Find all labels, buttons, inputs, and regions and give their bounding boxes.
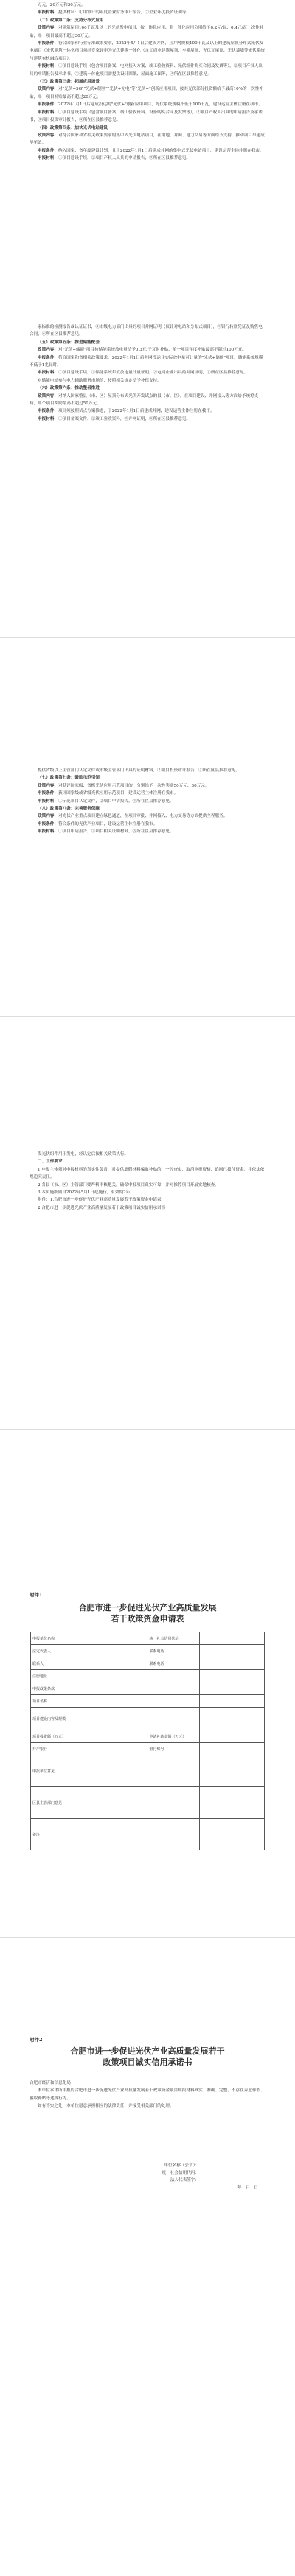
section-heading xyxy=(30,385,266,392)
body-paragraph xyxy=(30,1204,266,1212)
paragraph-lead-label: 申报条件： xyxy=(38,791,58,796)
paragraph-text: 对储能电站参与电力辅助服务市场的，按照相关规定给予补偿支持。 xyxy=(38,378,162,383)
paragraph-lead-label: 申报条件： xyxy=(38,355,58,360)
body-paragraph xyxy=(30,1189,266,1196)
paragraph-lead-label: 政策内容： xyxy=(38,133,58,138)
sign-unit-label: 单位名称（公章）： xyxy=(164,2163,199,2168)
body-paragraph xyxy=(30,782,266,790)
attachment-2-label: 附件2 xyxy=(30,2037,43,2043)
body-paragraph xyxy=(30,1,266,9)
form-row xyxy=(31,1730,265,1743)
paragraph-text: 对"光伏+储能"项目按储能系统放电量给予0.3元/千瓦时补贴，单一项目年度补贴最高不超过100万元。 xyxy=(58,348,247,353)
form-field-value[interactable] xyxy=(200,1819,265,1850)
attachment-2-page xyxy=(0,2033,295,2576)
paragraph-lead-label: 政策内容： xyxy=(38,814,58,819)
paragraph-text: 对建筑屋顶100千瓦及以上的光伏发电项目，按一体化应用、非一体化应用分别给予0.2元/瓦、0.4元/瓦一次性补贴，单一项目最高不超过30万元。 xyxy=(30,26,264,38)
sign-rep-label: 法人代表签字： xyxy=(170,2177,199,2183)
paragraph-lead-label: 政策内容： xyxy=(38,87,58,92)
form-row xyxy=(31,1708,265,1730)
commitment-paragraph-2: 如有不实之处，本单位愿意承担相应的法律责任，并接受相关部门的处理。 xyxy=(38,2104,174,2109)
body-paragraph xyxy=(30,85,266,101)
paragraph-text: 万元，20万元和30万元。 xyxy=(38,3,86,7)
form-field-value[interactable] xyxy=(83,1787,148,1819)
paragraph-text: （五）政策第五条：推进储能配套 xyxy=(38,340,100,345)
document-page-3 xyxy=(0,765,295,1017)
form-field-label: 银行账号 xyxy=(148,1743,200,1755)
paragraph-text: 发光伏组件用于发电，经认定后按相关政策执行。 xyxy=(38,1152,129,1157)
body-paragraph xyxy=(30,346,266,354)
paragraph-lead-label: 申报材料： xyxy=(38,156,58,161)
form-field-value[interactable] xyxy=(83,1708,148,1730)
paragraph-text: ①项目建设手续（包含项目备案、竣工验收资料、设备购买合同及发票等），②项目产权人出具的申请报告及承诺书，③项目投资审计报告，④所在区县推荐意见。 xyxy=(30,110,263,123)
document-page-4 xyxy=(0,1149,295,1430)
page-4-body xyxy=(0,1149,295,1212)
form-field-value[interactable] xyxy=(200,1632,265,1645)
commitment-paragraph-1: 本单位承诺所申报的合肥市进一步促进光伏产业高质量发展若干政策资金项目申报材料真实、准确、完整，不存在弄虚作假、骗取补贴等违规行为。 xyxy=(30,2088,265,2101)
form-field-label: 区县主管部门意见 xyxy=(31,1787,83,1819)
form-row xyxy=(31,1645,265,1657)
paragraph-text: 对获评国家级、省级光伏应用示范项目的，分别给予一次性奖励50万元、30万元。 xyxy=(58,783,209,788)
body-paragraph xyxy=(30,109,266,124)
paragraph-text: （八）政策第八条：完善服务保障 xyxy=(38,807,100,812)
paragraph-text: 提供材料：①用审计的年度企业财务审计报告，②企业年度投资证明等。 xyxy=(58,10,190,15)
sign-code-label: 统一社会信用代码： xyxy=(162,2170,199,2175)
body-paragraph xyxy=(30,63,266,78)
paragraph-text: 符合国家和行业标准政策要求，2022年5月1日后建成并网，且并网规模100千瓦及以上的建筑屋顶分布式光伏发电项目（光伏建筑一体化项目须经专家评审为光伏建筑一体化（含工商业建筑屋顶、车棚屋顶、光伏瓦屋顶、光伏幕墙等光伏系统与建筑有机融合项目）。 xyxy=(30,41,265,61)
paragraph-text: 二、工作要求 xyxy=(38,1159,63,1165)
body-paragraph xyxy=(30,1182,266,1189)
form-row xyxy=(31,1787,265,1819)
paragraph-lead-label: 政策内容： xyxy=(38,783,58,788)
document-page-1 xyxy=(0,0,295,320)
form-field-label: 法定代表人 xyxy=(31,1645,83,1657)
application-form-table xyxy=(30,1632,265,1850)
paragraph-text: ①项目建设手续，②项目产权人出具的申请报告，③所在区县推荐意见。 xyxy=(58,156,190,161)
form-row xyxy=(31,1657,265,1670)
commitment-addressee: 合肥市经济和信息化局： xyxy=(30,2081,75,2085)
form-row xyxy=(31,1695,265,1708)
paragraph-text: ①示范项目认定文件，②项目申请报告，③所在区县推荐意见。 xyxy=(58,799,174,804)
body-paragraph xyxy=(30,132,266,147)
form-field-value[interactable] xyxy=(200,1645,265,1657)
form-row xyxy=(31,1682,265,1695)
paragraph-text: ①项目建设手续，②储能系统年度放电量计量证明，③电网企业出具的并网证明，④所在区县推荐意见。 xyxy=(58,371,249,376)
paragraph-text: （三）政策第三条：拓展应用场景 xyxy=(38,80,100,85)
body-paragraph xyxy=(30,155,266,162)
form-field-value[interactable] xyxy=(200,1743,265,1755)
body-paragraph xyxy=(30,821,266,828)
body-paragraph xyxy=(30,798,266,805)
form-field-value[interactable] xyxy=(83,1755,148,1787)
paragraph-lead-label: 政策内容： xyxy=(38,26,58,31)
form-field-value[interactable] xyxy=(83,1645,148,1657)
paragraph-lead-label: 申报材料： xyxy=(38,829,58,835)
paragraph-text: ①项目申请报告，②项目相关证明材料，③所在区县推荐意见。 xyxy=(58,829,174,835)
paragraph-text: 项目须按照试点方案推进，于2022年1月1日后建成并网，建设运营主体注册在我市。 xyxy=(58,409,215,414)
attachment-1-title-line2: 若干政策资金申请表 xyxy=(111,1614,184,1624)
body-paragraph xyxy=(30,1151,266,1158)
paragraph-text: （二）政策第二条：支持分布式应用 xyxy=(38,18,104,23)
form-field-value[interactable] xyxy=(200,1682,265,1695)
body-paragraph xyxy=(30,415,266,423)
form-field-value[interactable] xyxy=(200,1755,265,1787)
form-field-label: 统一社会信用代码 xyxy=(148,1632,200,1645)
body-paragraph xyxy=(30,813,266,820)
paragraph-text: 获评国家级或省级光伏应用示范项目，建设运营主体注册在我市。 xyxy=(58,791,178,796)
form-field-value[interactable] xyxy=(83,1670,148,1682)
paragraph-lead-label: 申报材料： xyxy=(38,110,58,115)
paragraph-text: 附件：1.合肥市进一步促进光伏产业高质量发展若干政策资金申请表 xyxy=(38,1198,162,1203)
form-row xyxy=(31,1743,265,1755)
paragraph-text: 家标准的检测报告或认证证书，④市级电力部门出具的项目并网证明（仅针对电站和分布式项目），⑤银行转账凭证及购售电合同，⑥所在区县推荐意见。 xyxy=(30,325,263,337)
paragraph-text: 符合条件的光伏产业项目，建设运营主体注册在我市。 xyxy=(58,821,158,827)
form-field-label: 联系电话 xyxy=(148,1657,200,1670)
form-field-value[interactable] xyxy=(83,1743,148,1755)
form-field-label: 申报单位意见 xyxy=(31,1755,83,1787)
paragraph-text: 提供省级以上主管部门认定文件或市级主管部门出具的证明材料，②项目投资审计报告，③所在区县推荐意见。 xyxy=(38,768,240,773)
paragraph-text: （四）政策第四条：加快光伏电站建设 xyxy=(38,125,108,130)
paragraph-lead-label: 申报材料： xyxy=(38,371,58,376)
paragraph-lead-label: 申报条件： xyxy=(38,102,58,108)
form-field-value[interactable] xyxy=(200,1708,265,1730)
paragraph-lead-label: 申报材料： xyxy=(38,64,58,69)
paragraph-lead-label: 申报条件： xyxy=(38,821,58,827)
body-paragraph xyxy=(30,1166,266,1182)
attachment-1-page xyxy=(0,1584,295,1938)
body-paragraph xyxy=(30,377,266,385)
form-row xyxy=(31,1819,265,1850)
form-field-value[interactable] xyxy=(83,1730,148,1743)
paragraph-text: 2022年1月1日后建成投运的"光伏+"创新应用项目，光伏系统规模不低于100千瓦，建设运营主体注册在我市。 xyxy=(58,102,263,108)
form-field-label: 开户银行 xyxy=(31,1743,83,1755)
form-row xyxy=(31,1670,265,1682)
form-field-label: 申报单位名称 xyxy=(31,1632,83,1645)
paragraph-text: ①项目备案文件，②竣工验收资料，③并网证明，④所在区县推荐意见。 xyxy=(58,416,190,421)
form-field-value[interactable] xyxy=(83,1657,148,1670)
form-field-value[interactable] xyxy=(148,1670,200,1682)
form-field-value[interactable] xyxy=(200,1670,265,1682)
body-paragraph xyxy=(30,790,266,797)
section-heading xyxy=(30,78,266,85)
paragraph-lead-label: 申报材料： xyxy=(38,416,58,421)
body-paragraph xyxy=(30,147,266,155)
form-field-label: 联系人 xyxy=(31,1657,83,1670)
form-field-value[interactable] xyxy=(83,1682,148,1695)
form-row xyxy=(31,1632,265,1645)
paragraph-lead-label: 申报材料： xyxy=(38,10,58,15)
paragraph-lead-label: 申报材料： xyxy=(38,799,58,804)
body-paragraph xyxy=(30,393,266,408)
paragraph-text: 对光伏产业重点项目建立绿色通道，在项目审批、并网接入、电力交易等方面提供全程服务。 xyxy=(58,814,228,819)
form-field-label: 项目建设内容及规模 xyxy=(31,1708,83,1730)
form-field-label: 申报政策条款 xyxy=(31,1682,83,1695)
page-3-body xyxy=(0,765,295,836)
body-paragraph xyxy=(30,1196,266,1204)
paragraph-text: 对纳入国家整县（市、区）屋顶分布式光伏开发试点的县（市、区），在项目建设、并网接入等方面给予统筹支持，单个项目奖励最高不超过50万元。 xyxy=(30,393,259,407)
form-field-label: 申请补助金额（万元） xyxy=(148,1730,200,1743)
paragraph-lead-label: 申报条件： xyxy=(38,409,58,414)
body-paragraph xyxy=(30,354,266,370)
paragraph-text: 对符合国家和省相关政策要求的集中式光伏电站项目，在用地、并网、电力交易等方面给予支持，推动项目早建成早见效。 xyxy=(30,133,265,146)
form-field-label: 联系电话 xyxy=(148,1645,200,1657)
paragraph-text: 2.合肥市进一步促进光伏产业高质量发展若干政策项目诚实信用承诺书 xyxy=(38,1205,166,1210)
body-paragraph xyxy=(30,101,266,108)
attachment-2-title-line2: 政策项目诚实信用承诺书 xyxy=(103,2057,192,2067)
section-heading xyxy=(30,124,266,132)
paragraph-text: ①项目建设手续（包含项目备案、电网接入方案、竣工验收资料、光伏组件购买合同及发票等），②项目产权人出具的申请报告及承诺书，③建筑一体化项目需提供设计图纸、屋面施工图等，④所在区县推荐意见。 xyxy=(30,64,263,77)
paragraph-lead-label: 申报条件： xyxy=(38,41,58,46)
paragraph-lead-label: 申报条件： xyxy=(38,148,58,153)
document-page-2 xyxy=(0,322,295,638)
attachment-1-title-line1: 合肥市进一步促进光伏产业高质量发展 xyxy=(78,1603,217,1612)
form-field-value[interactable] xyxy=(200,1787,265,1819)
paragraph-text: 对"光伏+5G""光伏+制氢""光伏+充电"等"光伏+"创新应用项目，按其光伏部分投资额给予最高10%的一次性补贴，单一项目补贴最高不超过20万元。 xyxy=(30,87,263,99)
body-paragraph xyxy=(30,323,266,339)
form-field-value[interactable] xyxy=(200,1730,265,1743)
form-field-label: 项目投资额（万元） xyxy=(31,1730,83,1743)
section-heading xyxy=(30,774,266,782)
paragraph-text: 3.本实施细则自2022年5月1日起施行，有效期2年。 xyxy=(38,1190,134,1196)
body-paragraph xyxy=(30,369,266,376)
page-1-body xyxy=(0,0,295,163)
paragraph-text: 1.申报主体须对申报材料的真实性负责，对提供虚假材料骗取补贴的，一经查实，取消申报资格，追回已拨付资金，并依法依规追究责任。 xyxy=(30,1167,265,1180)
form-field-label: 项目名称 xyxy=(31,1695,83,1708)
section-heading xyxy=(30,339,266,346)
attachment-2-title-line1: 合肥市进一步促进光伏产业高质量发展若干 xyxy=(70,2046,225,2056)
form-field-value[interactable] xyxy=(148,1819,200,1850)
paragraph-text: （七）政策第七条：鼓励示范引领 xyxy=(38,776,100,781)
body-paragraph xyxy=(30,9,266,16)
body-paragraph xyxy=(30,407,266,415)
paragraph-text: 符合国家和省相关政策要求，2022年1月1日后并网投运且实际放电量可计量的"光伏+储能"项目，储能系统规模不低于1兆瓦时。 xyxy=(30,355,263,368)
attachment-1-label: 附件1 xyxy=(30,1592,43,1598)
body-paragraph xyxy=(30,828,266,835)
form-row xyxy=(31,1755,265,1787)
form-field-value[interactable] xyxy=(83,1632,148,1645)
page-2-body xyxy=(0,322,295,423)
body-paragraph xyxy=(30,767,266,774)
section-heading xyxy=(30,17,266,24)
form-field-value[interactable] xyxy=(148,1708,200,1730)
form-field-value[interactable] xyxy=(200,1657,265,1670)
paragraph-lead-label: 政策内容： xyxy=(38,393,58,399)
paragraph-text: 纳入国家、省年度建设计划，且于2022年1月1日后建成并网的集中式光伏电站项目，建设运营主体注册在我市。 xyxy=(58,148,264,153)
form-field-label: 注册地址 xyxy=(31,1670,83,1682)
paragraph-lead-label: 政策内容： xyxy=(38,348,58,353)
form-field-label: 备注 xyxy=(31,1819,83,1850)
form-field-value[interactable] xyxy=(148,1755,200,1787)
form-field-value[interactable] xyxy=(83,1819,148,1850)
paragraph-text: （六）政策第六条：推动整县推进 xyxy=(38,386,100,391)
section-heading xyxy=(30,1158,266,1165)
paragraph-text: 2.各县（市、区）主管部门要严格审核把关，确保申报项目真实可靠，并对推荐项目开展实地核查。 xyxy=(38,1182,219,1187)
form-field-value[interactable] xyxy=(200,1695,265,1708)
form-field-value[interactable] xyxy=(148,1695,200,1708)
sign-date-label: 年 月 日 xyxy=(237,2185,258,2190)
section-heading xyxy=(30,805,266,813)
form-field-value[interactable] xyxy=(148,1682,200,1695)
body-paragraph xyxy=(30,24,266,40)
form-field-value[interactable] xyxy=(148,1787,200,1819)
body-paragraph xyxy=(30,40,266,63)
form-field-value[interactable] xyxy=(83,1695,148,1708)
